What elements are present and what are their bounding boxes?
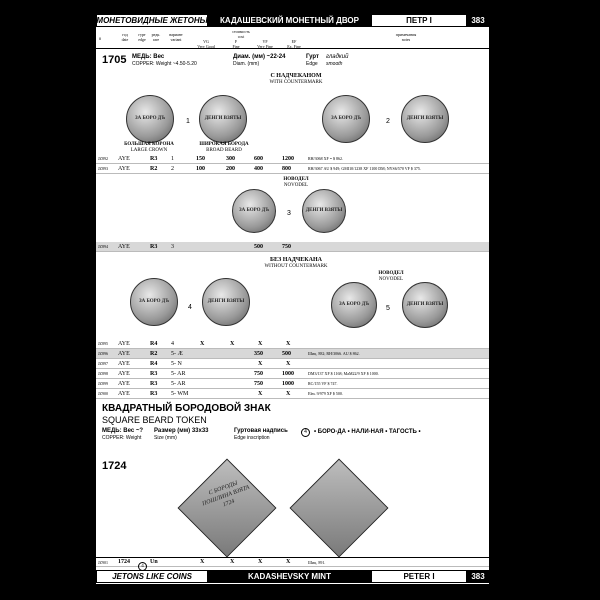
section2-edge: Гуртовая надпись [234,428,288,434]
header-ruler-title: ПЕТР I [371,14,467,27]
table-row: JZ898 AYE R3 5- AR 750 1000 DM3/137 XF $ 1168; MaM22/9 XF $ 1000. [96,369,489,379]
col-edge: гурт edge [138,32,146,42]
header-section-title: МОНЕТОВИДНЫЕ ЖЕТОНЫ [96,16,208,25]
section2-size-en: Size (mm) [154,435,177,441]
coin-1-obverse: ЗА БОРО ДЪ [126,95,174,143]
table-row: JZ895 AYE R4 4 X X X X [96,339,489,349]
large-crown-en: LARGE CROWN [130,148,168,153]
table-row: JZ893 AYE R2 2 100 200 400 800 RH/3067 AU $ 949; GMI10/1238 XF 1100 DM; NYS6/570 VF $ 375. [96,164,489,174]
table-row: JZ900 AYE R3 5- WM X X Elm. 9/979 XF $ 500. [96,389,489,399]
coin-3-number: 3 [287,210,291,217]
col-xf: EF Ex. Fine [287,39,301,49]
table-row: JZ896 AYE R2 5- Æ 350 500 Шиц. 882; RH/3066. AU $ 862. [96,349,489,359]
col-vf: VF Very Fine [257,39,273,49]
table-row: JZ892 AYE R3 1 150 300 600 1200 RH/3068 XF = $ 862. [96,154,489,164]
col-f: F Fine [232,39,240,49]
section2-title-ru: КВАДРАТНЫЙ БОРОДОВОЙ ЗНАК [102,403,271,414]
col-year: год date [121,32,129,42]
col-rarity: редк. rare [151,32,161,42]
coin-5-reverse: ДЕНГИ ВЗЯТЫ [402,282,448,328]
square-token-inscription: С БОРОДЫ ПОШЛИНА ВЗЯТА 1724 [201,480,251,509]
section2-edge-text: • БОРО-ДА • НАЛИ-НАЯ • ТАГОСТЬ • [314,429,421,435]
with-countermark-ru: С НАДЧЕКАНОМ [270,73,322,79]
section1-diam: Диам. (мм) ~22-24 [233,54,286,60]
section1-edge: Гурт [306,54,319,60]
coin-2-obverse: ЗА БОРО ДЪ [322,95,370,143]
broad-beard-en: BROAD BEARD [206,148,242,153]
col-variant: вариант variant [169,32,183,42]
coin-4-number: 4 [188,304,192,311]
table-row: JZ899 AYE R3 5- AR 750 1000 RC/155 VF $ 747. [96,379,489,389]
section1-metal: МЕДЬ: Вес [132,54,165,60]
section2-edge-en: Edge inscription [234,435,270,441]
without-countermark-ru: БЕЗ НАДЧЕКАНА [270,257,322,263]
without-countermark-en: WITHOUT COUNTERMARK [264,264,328,269]
footer-page-number: 383 [467,570,489,583]
catalog-page [96,14,489,584]
column-headers [96,28,489,49]
section2-metal: МЕДЬ: Вес ~? [102,428,144,434]
header-page-number: 383 [467,14,489,27]
col-number: # [99,36,101,41]
section1-edge-en: Edge [306,61,318,67]
table-row: JZ901 1724 4 Un X X X X Шиц. 891. [96,557,489,567]
section2-title-en: SQUARE BEARD TOKEN [102,415,207,425]
coin-3-obverse: ЗА БОРО ДЪ [232,189,276,233]
footer-section-title: JETONS LIKE COINS [96,570,208,583]
section1-edge-value-en: smooth [326,61,343,67]
large-crown-ru: БОЛЬШАЯ КОРОНА [124,142,174,147]
section2-edge-number: 4 [301,428,310,437]
table-row: JZ894 AYE R3 3 500 750 [96,242,489,252]
square-token-reverse [290,459,389,558]
coin-1-reverse: ДЕНГИ ВЗЯТЫ [199,95,247,143]
section1-diam-en: Diam. (mm) [233,61,260,67]
novodel-en-2: NOVODEL [378,277,404,282]
novodel-en: NOVODEL [283,183,309,188]
novodel-ru-2: НОВОДЕЛ [378,271,404,276]
with-countermark-en: WITH COUNTERMARK [269,80,323,85]
section1-metal-en: COPPER: Weight ~4.50-5.20 [132,61,197,67]
section2-year: 1724 [102,460,127,472]
coin-4-reverse: ДЕНГИ ВЗЯТЫ [202,278,250,326]
coin-2-reverse: ДЕНГИ ВЗЯТЫ [401,95,449,143]
col-cost: стоимость cost [232,29,250,39]
coin-2-number: 2 [386,118,390,125]
footer-ruler-title: PETER I [371,570,467,583]
section1-year: 1705 [102,54,127,66]
page-header [96,14,489,27]
section2-metal-en: COPPER: Weight [102,435,142,441]
coin-3-reverse: ДЕНГИ ВЗЯТЫ [302,189,346,233]
section1-edge-value: гладкий [326,54,349,60]
col-vg: VG Very Good [197,39,215,49]
coin-1-number: 1 [186,118,190,125]
novodel-ru: НОВОДЕЛ [283,177,309,182]
footer-mint-title: KADASHEVSKY MINT [208,570,371,583]
coin-5-obverse: ЗА БОРО ДЪ [331,282,377,328]
table-row: JZ897 AYE R4 5- N X X [96,359,489,369]
page-footer [96,570,489,583]
col-notes: примечания notes [395,32,417,42]
header-mint-title: КАДАШЕВСКИЙ МОНЕТНЫЙ ДВОР [208,14,371,27]
coin-4-obverse: ЗА БОРО ДЪ [130,278,178,326]
coin-5-number: 5 [386,305,390,312]
section2-size: Размер (мм) 33x33 [154,428,209,434]
broad-beard-ru: ШИРОКАЯ БОРОДА [199,142,249,147]
